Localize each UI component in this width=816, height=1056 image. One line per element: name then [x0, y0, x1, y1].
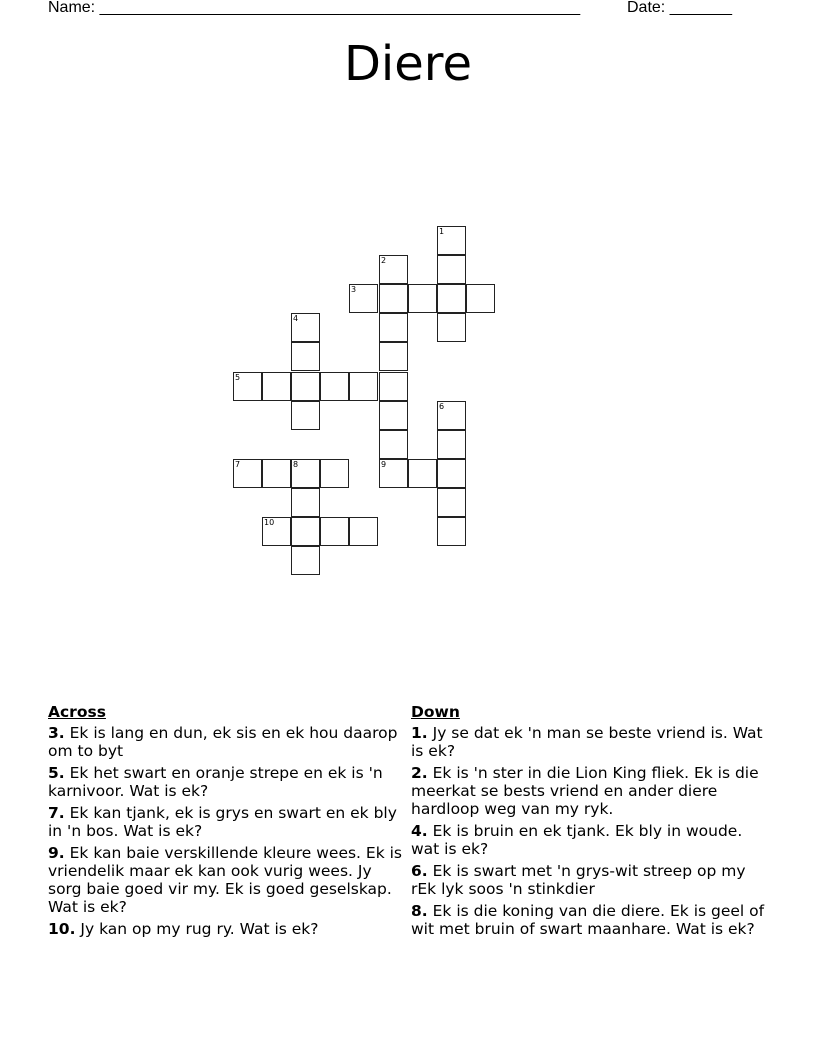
crossword-cell[interactable] [379, 255, 408, 284]
crossword-cell[interactable] [233, 459, 262, 488]
crossword-cell[interactable] [379, 401, 408, 430]
across-clue [48, 724, 403, 760]
clue-text: Ek kan baie verskillende kleure wees. Ek is vriendelik maar ek kan ook vurig wees. Jy sorg baie goed vir my. Ek is goed geselskap. Wat is ek? [48, 844, 402, 916]
crossword-cell[interactable] [291, 546, 320, 575]
clue-number: 7. [48, 804, 65, 822]
cell-number: 10 [264, 518, 275, 527]
crossword-cell[interactable] [349, 372, 378, 401]
across-heading: Across [48, 703, 106, 721]
crossword-cell[interactable] [437, 517, 466, 546]
clue-text: Ek is bruin en ek tjank. Ek bly in woude. wat is ek? [411, 822, 743, 858]
crossword-cell[interactable] [291, 401, 320, 430]
clue-text: Ek kan tjank, ek is grys en swart en ek bly in 'n bos. Wat is ek? [48, 804, 397, 840]
cell-number: 5 [235, 373, 241, 382]
crossword-cell[interactable] [320, 372, 349, 401]
cell-number: 3 [351, 285, 357, 294]
crossword-cell[interactable] [291, 313, 320, 342]
crossword-cell[interactable] [379, 430, 408, 459]
crossword-cell[interactable] [437, 226, 466, 255]
clue-number: 8. [411, 902, 428, 920]
crossword-cell[interactable] [437, 284, 466, 313]
date-field[interactable]: Date: _______ [627, 0, 732, 16]
clue-text: Ek het swart en oranje strepe en ek is 'n karnivoor. Wat is ek? [48, 764, 383, 800]
crossword-cell[interactable] [437, 313, 466, 342]
crossword-cell[interactable] [320, 517, 349, 546]
crossword-cell[interactable] [379, 459, 408, 488]
crossword-cell[interactable] [437, 401, 466, 430]
down-clue [411, 902, 767, 938]
cell-number: 6 [439, 402, 445, 411]
crossword-cell[interactable] [291, 488, 320, 517]
clue-number: 4. [411, 822, 428, 840]
down-clue [411, 822, 767, 858]
page-title: Diere [343, 36, 473, 92]
crossword-cell[interactable] [291, 517, 320, 546]
crossword-cell[interactable] [437, 459, 466, 488]
crossword-cell[interactable] [379, 284, 408, 313]
cell-number: 2 [381, 256, 387, 265]
clue-text: Jy kan op my rug ry. Wat is ek? [80, 920, 319, 938]
crossword-cell[interactable] [291, 342, 320, 371]
down-heading: Down [411, 703, 460, 721]
cell-number: 1 [439, 227, 445, 236]
across-clue [48, 920, 403, 938]
clue-text: Ek is lang en dun, ek sis en ek hou daarop om to byt [48, 724, 398, 760]
crossword-cell[interactable] [379, 372, 408, 401]
clue-text: Jy se dat ek 'n man se beste vriend is. Wat is ek? [411, 724, 763, 760]
crossword-cell[interactable] [408, 284, 437, 313]
across-clue [48, 804, 403, 840]
down-clue [411, 764, 767, 818]
clue-number: 6. [411, 862, 428, 880]
clue-number: 10. [48, 920, 76, 938]
crossword-cell[interactable] [466, 284, 495, 313]
clue-number: 9. [48, 844, 65, 862]
clue-number: 3. [48, 724, 65, 742]
name-field[interactable]: Name: ______________________________________________________ [48, 0, 581, 16]
across-clues [48, 703, 403, 942]
clue-text: Ek is 'n ster in die Lion King fliek. Ek is die meerkat se bests vriend en ander diere hardloop weg van my ryk. [411, 764, 759, 818]
crossword-cell[interactable] [379, 342, 408, 371]
crossword-cell[interactable] [437, 430, 466, 459]
cell-number: 7 [235, 460, 241, 469]
crossword-cell[interactable] [437, 488, 466, 517]
crossword-cell[interactable] [379, 313, 408, 342]
crossword-cell[interactable] [291, 459, 320, 488]
crossword-cell[interactable] [262, 372, 291, 401]
across-clue [48, 764, 403, 800]
cell-number: 8 [293, 460, 299, 469]
crossword-cell[interactable] [349, 284, 378, 313]
down-clue [411, 862, 767, 898]
crossword-cell[interactable] [262, 517, 291, 546]
down-clues [411, 703, 767, 942]
crossword-cell[interactable] [437, 255, 466, 284]
crossword-cell[interactable] [408, 459, 437, 488]
cell-number: 9 [381, 460, 387, 469]
clue-number: 5. [48, 764, 65, 782]
across-clue [48, 844, 403, 916]
clue-text: Ek is swart met 'n grys-wit streep op my rEk lyk soos 'n stinkdier [411, 862, 746, 898]
crossword-cell[interactable] [291, 372, 320, 401]
clue-text: Ek is die koning van die diere. Ek is geel of wit met bruin of swart maanhare. Wat is ek? [411, 902, 765, 938]
crossword-cell[interactable] [233, 372, 262, 401]
cell-number: 4 [293, 314, 299, 323]
crossword-cell[interactable] [262, 459, 291, 488]
down-clue [411, 724, 767, 760]
crossword-cell[interactable] [320, 459, 349, 488]
clue-number: 2. [411, 764, 428, 782]
clue-number: 1. [411, 724, 428, 742]
crossword-cell[interactable] [349, 517, 378, 546]
